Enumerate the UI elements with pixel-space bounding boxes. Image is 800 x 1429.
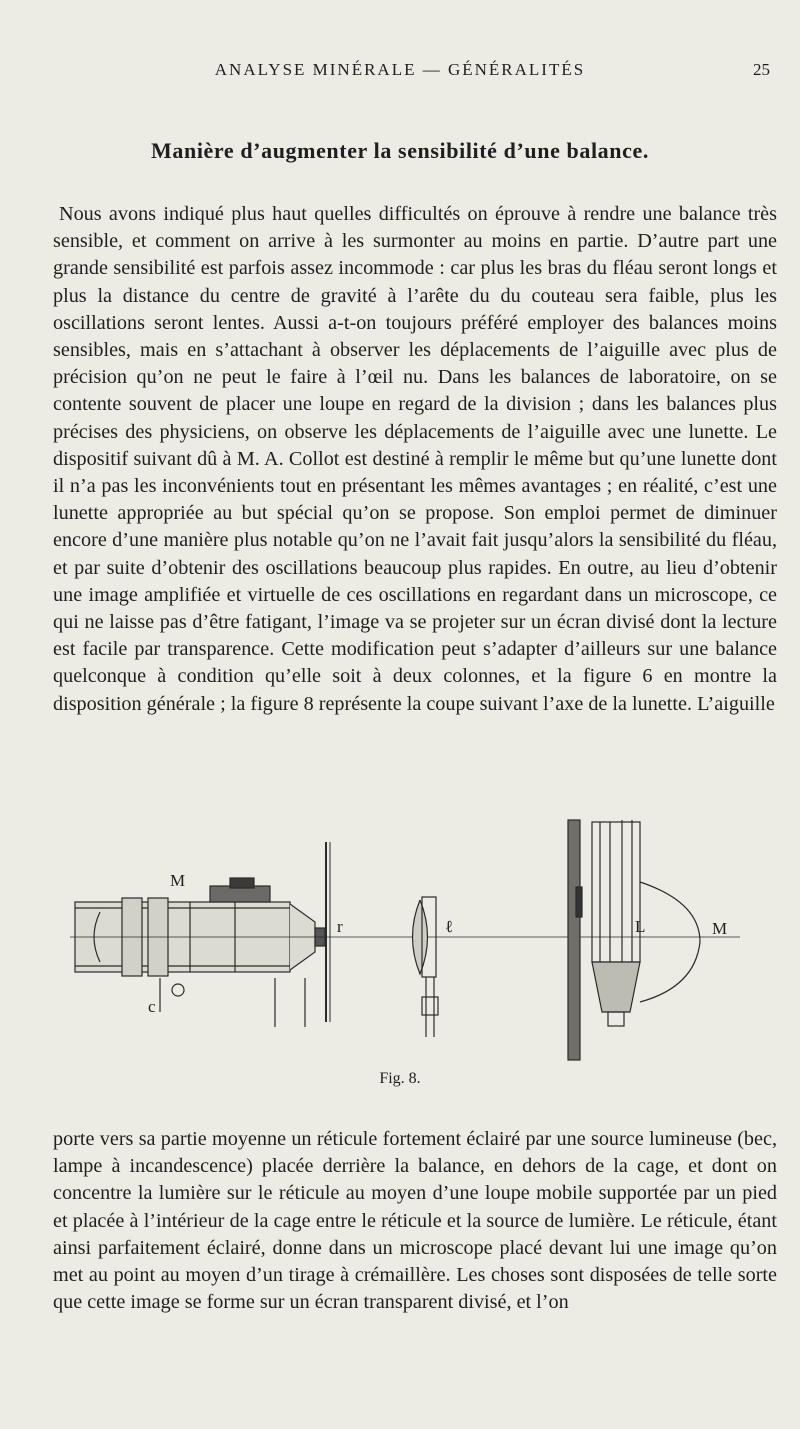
label-l: ℓ bbox=[445, 917, 454, 936]
label-r: r bbox=[337, 917, 343, 936]
label-c: c bbox=[148, 997, 156, 1016]
lens-loupe bbox=[413, 897, 439, 1037]
page-header bbox=[0, 60, 800, 84]
figure-8-diagram bbox=[60, 812, 760, 1062]
label-M-right: M bbox=[712, 919, 728, 938]
label-M-left: M bbox=[170, 871, 186, 890]
figure-caption: Fig. 8. bbox=[379, 1070, 421, 1087]
reticle-plate bbox=[326, 842, 330, 1022]
paragraph-1: Nous avons indiqué plus haut quelles difficultés on éprouve à rendre une balance très sensible, et comment on arrive à les surmonter au moins en partie. D’autre part une grande sensibilité est parfois assez incommode : car plus les bras du fléau seront longs et plus la distance du centre de gravité à l’arête du du couteau sera faible, plus les oscillations seront lentes. Aussi a-t-on toujours préféré employer des balances moins sensibles, mais en s’attachant à observer les déplacements de l’aiguille avec plus de précision qu’on ne peut le faire à l’œil nu. Dans les balances de laboratoire, on se contente souvent de placer une loupe en regard de la division ; dans les balances plus précises des physiciens, on observe les déplacements de l’aiguille avec une lunette. Le dispositif suivant dû à M. A. Collot est destiné à remplir le même but qu’une lunette dont il n’a pas les inconvénients tout en présentant les mêmes avantages ; en réalité, c’est une lunette appropriée au but spécial qu’on se propose. Son emploi permet de diminuer encore d’une manière plus notable qu’on ne l’avait fait jusqu’alors la sensibilité du fléau, et par suite d’obtenir des oscillations beaucoup plus rapides. En outre, au lieu d’obtenir une image amplifiée et virtuelle de ces oscillations en regardant dans un microscope, ce qui ne laisse pas d’être fatigant, l’image va se projeter sur un écran divisé dont la lecture est facile par transparence. Cette modification peut s’adapter d’ailleurs sur une balance quelconque à condition qu’elle soit à deux colonnes, et la figure 6 en montre la disposition générale ; la figure 8 représente la coupe suivant l’axe de la lunette. L’aiguille bbox=[53, 203, 777, 715]
running-head: ANALYSE MINÉRALE — GÉNÉRALITÉS bbox=[214, 60, 586, 79]
lamp-assembly bbox=[592, 820, 700, 1026]
label-L: L bbox=[635, 917, 646, 936]
page-number: 25 bbox=[753, 60, 770, 79]
paragraph-2: porte vers sa partie moyenne un réticule fortement éclairé par une source lumineuse (bec, lampe à incandescence) placée derrière la balance, en dehors de la cage, et dont on concentre la lumière sur le réticule au moyen d’une loupe mobile supportée par un pied et placée à l’intérieur de la cage entre le réticule et la source de lumière. Le réticule, étant ainsi parfaitement éclairé, donne dans un microscope placé devant lui une image qu’on met au point au moyen d’un tirage à crémaillère. Les choses sont disposées de telle sorte que cette image se forme sur un écran transparent divisé, et l’on bbox=[53, 1128, 777, 1314]
section-title: Manière d’augmenter la sensibilité d’une balance. bbox=[151, 138, 649, 163]
column-screen bbox=[568, 820, 582, 1060]
